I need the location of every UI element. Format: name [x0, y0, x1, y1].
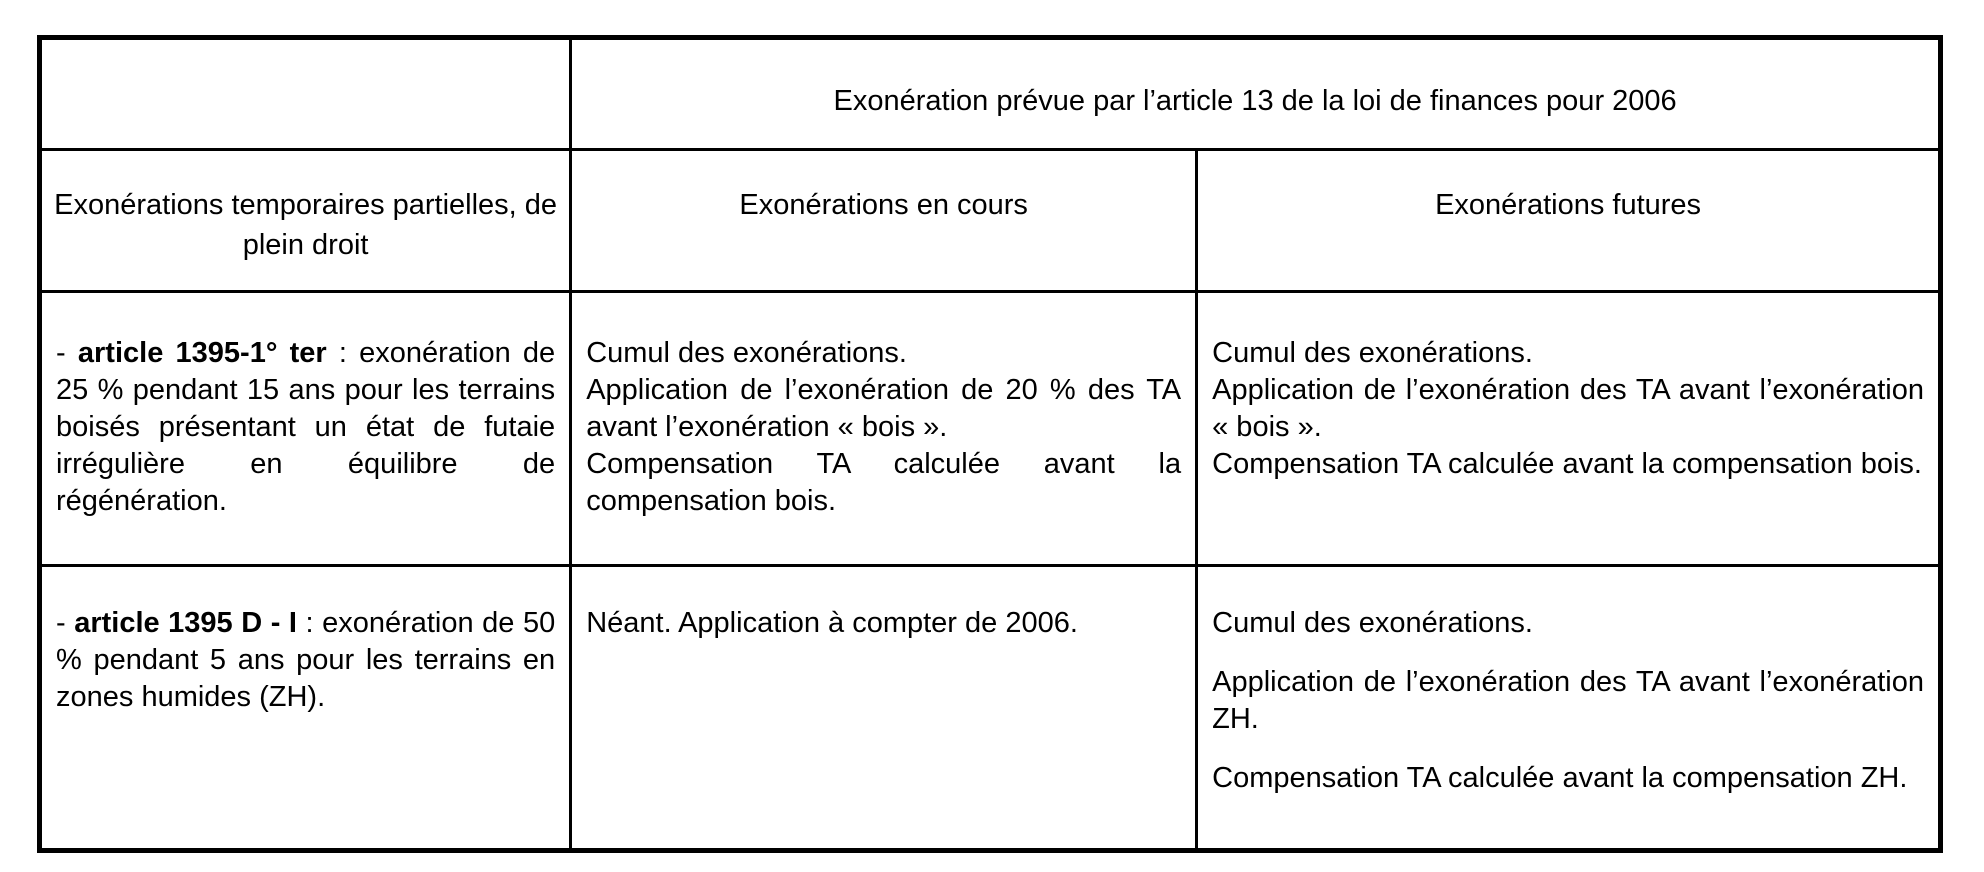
column-header-temporary: Exonérations temporaires partielles, de plein droit — [40, 150, 571, 292]
table-row — [40, 38, 1941, 150]
table-row — [40, 150, 1941, 292]
paragraph: Cumul des exonérations. — [1212, 607, 1533, 639]
paragraph: Néant. Application à compter de 2006. — [586, 607, 1078, 639]
paragraph: Application de l’exonération des TA avant l’exonération ZH. — [1212, 666, 1924, 735]
empty-corner-cell — [40, 38, 571, 150]
article-description-cell — [40, 566, 571, 851]
future-exoneration-cell — [1197, 292, 1941, 566]
current-exoneration-cell — [571, 292, 1197, 566]
table-row — [40, 566, 1941, 851]
current-exoneration-cell — [571, 566, 1197, 851]
paragraph: Cumul des exonérations. — [586, 337, 907, 369]
article-description: : exonération de 50 % pendant 5 ans pour les terrains en zones humides (ZH). — [56, 607, 556, 713]
paragraph: Compensation TA calculée avant la compensation bois. — [586, 448, 1182, 517]
article-description: : exonération de 25 % pendant 15 ans pour les terrains boisés présentant un état de futaie irrégulière en équilibre de régénération. — [56, 337, 556, 517]
paragraph: Compensation TA calculée avant la compensation bois. — [1212, 448, 1922, 480]
exoneration-table — [37, 35, 1943, 853]
column-header-current: Exonérations en cours — [571, 150, 1197, 292]
paragraph: Application de l’exonération de 20 % des TA avant l’exonération « bois ». — [586, 374, 1182, 443]
paragraph: Application de l’exonération des TA avant l’exonération « bois ». — [1212, 374, 1924, 443]
article-reference: article 1395 D - I — [74, 607, 297, 639]
paragraph: Cumul des exonérations. — [1212, 337, 1533, 369]
bullet-prefix: - — [56, 337, 78, 369]
column-header-future: Exonérations futures — [1197, 150, 1941, 292]
article-description-cell — [40, 292, 571, 566]
article-reference: article 1395-1° ter — [77, 337, 327, 369]
bullet-prefix: - — [56, 607, 75, 639]
future-exoneration-cell — [1197, 566, 1941, 851]
table-row — [40, 292, 1941, 566]
article-13-header: Exonération prévue par l’article 13 de la loi de finances pour 2006 — [571, 38, 1941, 150]
paragraph: Compensation TA calculée avant la compensation ZH. — [1212, 762, 1908, 794]
